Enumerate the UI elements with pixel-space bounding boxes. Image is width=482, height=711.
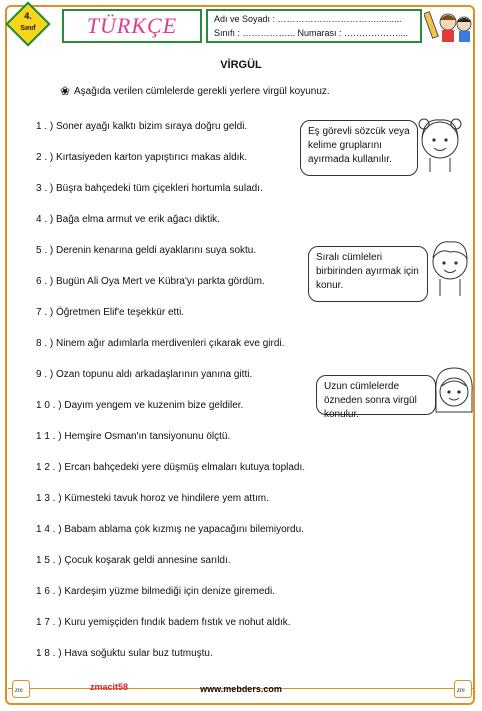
- question-3: 3 . ) Büşra bahçedeki tüm çiçekleri hortumla suladı.: [36, 183, 263, 194]
- question-10: 1 0 . ) Dayım yengem ve kuzenim bize geldiler.: [36, 400, 244, 411]
- page-title: VİRGÜL: [220, 59, 262, 71]
- question-13: 1 3 . ) Kümesteki tavuk horoz ve hindilere yem attım.: [36, 493, 269, 504]
- question-17: 1 7 . ) Kuru yemişçiden fındık badem fıstık ve nohut aldık.: [36, 617, 291, 628]
- subject-title: TÜRKÇE: [86, 13, 178, 38]
- question-9: 9 . ) Ozan topunu aldı arkadaşlarının yanına gitti.: [36, 369, 253, 380]
- rule-bubble-2: Sıralı cümleleri birbirinden ayırmak için konur.: [308, 246, 428, 302]
- student-info-box: [206, 9, 422, 43]
- question-12: 1 2 . ) Ercan bahçedeki yere düşmüş elmaları kutuya topladı.: [36, 462, 306, 473]
- footer-website-link[interactable]: www.mebders.com: [200, 684, 282, 694]
- question-4: 4 . ) Bağa elma armut ve erik ağacı diktik.: [36, 214, 220, 225]
- class-number-field[interactable]: Sınıfı : ……………... Numarası : ………………....: [214, 28, 409, 38]
- page-border: [5, 5, 475, 705]
- rule-bubble-3: Uzun cümlelerde özneden sonra virgül konulur.: [316, 375, 436, 415]
- name-field[interactable]: Adı ve Soyadı : ……………………………..........: [214, 14, 402, 24]
- svg-text:zm: zm: [15, 686, 23, 694]
- question-15: 1 5 . ) Çocuk koşarak geldi annesine sarıldı.: [36, 555, 231, 566]
- flower-icon: ❀: [60, 84, 71, 98]
- subject-title-box: [62, 9, 202, 43]
- question-7: 7 . ) Öğretmen Elif'e teşekkür etti.: [36, 307, 185, 318]
- question-6: 6 . ) Bugün Ali Oya Mert ve Kübra'yı parkta gördüm.: [36, 276, 265, 287]
- question-8: 8 . ) Ninem ağır adımlarla merdivenleri çıkarak eve girdi.: [36, 338, 285, 349]
- question-5: 5 . ) Derenin kenarına geldi ayaklarını suya soktu.: [36, 245, 257, 256]
- question-18: 1 8 . ) Hava soğuktu sular buz tutmuştu.: [36, 648, 213, 659]
- rule-bubble-1: Eş görevli sözcük veya kelime gruplarını ayırmada kullanılır.: [300, 120, 418, 176]
- girl-face-icon: [414, 112, 466, 174]
- question-16: 1 6 . ) Kardeşim yüzme bilmediği için denize giremedi.: [36, 586, 275, 597]
- question-2: 2 . ) Kırtasiyeden karton yapıştırıcı makas aldık.: [36, 152, 248, 163]
- question-1: 1 . ) Soner ayağı kalktı bizim sıraya doğru geldi.: [36, 121, 248, 132]
- instruction-text: Aşağıda verilen cümlelerde gerekli yerlere virgül koyunuz.: [74, 86, 330, 97]
- question-14: 1 4 . ) Babam ablama çok kızmış ne yapacağını bilemiyordu.: [36, 524, 304, 535]
- grade-label: 4. Sınıf: [20, 11, 36, 32]
- zm-logo-icon: [454, 680, 472, 698]
- kids-illustration-icon: [424, 6, 476, 46]
- footer-author-tag: zmacit58: [90, 682, 129, 692]
- svg-text:zm: zm: [457, 686, 465, 694]
- girl-face-icon: [432, 362, 476, 424]
- boy-face-icon: [426, 236, 474, 298]
- question-11: 1 1 . ) Hemşire Osman'ın tansiyonunu ölçtü.: [36, 431, 231, 442]
